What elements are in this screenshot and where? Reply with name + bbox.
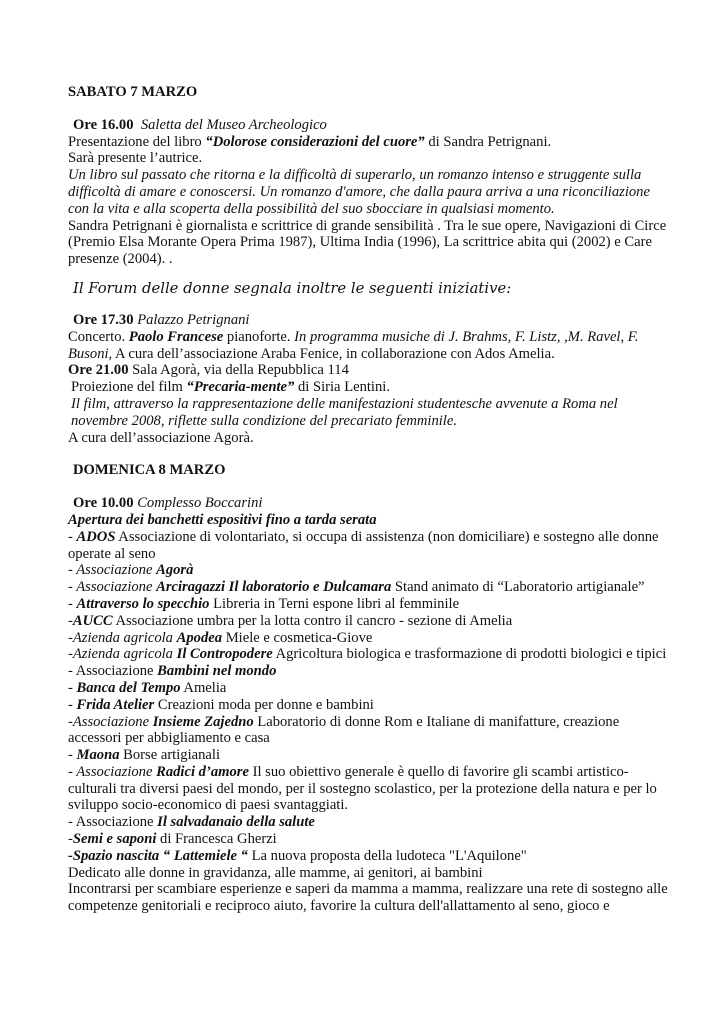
event-3-t1: Proiezione del film [71, 379, 187, 396]
list-item [68, 596, 668, 613]
item-desc: Libreria in Terni espone libri al femminile [209, 595, 460, 612]
list-item [68, 529, 668, 563]
event-2-place: Palazzo Petrignani [137, 311, 250, 328]
item-desc: Laboratorio di donne Rom e Italiane di manifatture, creazione accessori per abbigliamento e casa [68, 713, 620, 747]
item-desc: Associazione di volontariato, si occupa di assistenza (non domiciliare) e sostegno alle donne operate al seno [68, 528, 659, 562]
item-prefix: - [68, 528, 77, 545]
sunday-place: Complesso Boccarini [137, 495, 263, 512]
event-3-line1 [68, 379, 668, 396]
item-prefix: - Associazione [68, 579, 157, 596]
event-3-t2: di Siria Lentini. [294, 379, 390, 396]
item-prefix: - [68, 679, 77, 696]
item-name: Frida Atelier [76, 696, 155, 713]
item-name: Maona [76, 747, 120, 764]
event-1-book: “Dolorose considerazioni del cuore” [205, 133, 425, 150]
item-name: Bambini nel mondo [157, 663, 277, 680]
event-1-line1-b: di Sandra Petrignani. [424, 133, 552, 150]
event-2-artist: Paolo Francese [128, 328, 224, 345]
event-1-line1 [68, 134, 668, 151]
list-item [68, 579, 668, 596]
item-prefix: - [68, 595, 77, 612]
event-2-t2: pianoforte. [223, 328, 295, 345]
lattemiele-audience: Dedicato alle donne in gravidanza, alle mamme, ai genitori, ai bambini [68, 864, 483, 881]
list-item [68, 814, 668, 831]
event-1-line1-a: Presentazione del libro [68, 133, 206, 150]
lattemiele-description: Incontrarsi per scambiare esperienze e saperi da mamma a mamma, realizzare una rete di sostegno alle competenze genitoriali e reciproco aiuto, favorire la cultura dell'allattamento al seno, gioco e [68, 881, 668, 915]
forum-note: Il Forum delle donne segnala inoltre le seguenti iniziative: [73, 279, 512, 297]
item-desc: Miele e cosmetica-Giove [222, 629, 373, 646]
event-1-line2: Sarà presente l’autrice. [68, 150, 203, 167]
event-3-credit: A cura dell’associazione Agorà. [68, 429, 254, 446]
sunday-event-header [68, 495, 668, 512]
document-page [68, 84, 668, 915]
item-prefix: - [68, 696, 77, 713]
event-1-time: Ore 16.00 [73, 116, 134, 133]
item-name: Il salvadanaio della salute [157, 814, 315, 831]
item-name: Agorà [156, 562, 194, 579]
event-2-t1: Concerto. [68, 328, 129, 345]
item-name: Apodea [176, 629, 223, 646]
item-desc: Associazione umbra per la lotta contro il cancro - sezione di Amelia [112, 612, 513, 629]
event-2-credit: A cura dell’associazione Araba Fenice, in collaborazione con Ados Amelia. [112, 345, 555, 362]
item-name: Semi e saponi [72, 831, 157, 848]
item-desc: Creazioni moda per donne e bambini [154, 696, 374, 713]
item-name: Attraverso lo specchio [76, 595, 210, 612]
list-item [68, 831, 668, 848]
list-item [68, 848, 668, 865]
event-2-header [68, 312, 668, 329]
list-item [68, 714, 668, 748]
event-3-film: “Precaria-mente” [186, 379, 295, 396]
item-prefix: - Associazione [68, 562, 157, 579]
event-3-header [68, 362, 668, 379]
item-name: Insieme Zajedno [152, 713, 254, 730]
exhibitor-list [68, 529, 668, 865]
item-desc: Stand animato di “Laboratorio artigianale” [391, 579, 645, 596]
event-3-time: Ore 21.00 [68, 362, 129, 379]
sunday-opening: Apertura dei banchetti espositivi fino a tarda serata [68, 511, 377, 528]
list-item [68, 663, 668, 680]
item-name: Arciragazzi Il laboratorio e Dulcamara [156, 579, 392, 596]
list-item [68, 562, 668, 579]
list-item [68, 680, 668, 697]
item-name: Radici d’amore [156, 763, 249, 780]
item-prefix: - Associazione [68, 763, 157, 780]
list-item [68, 613, 668, 630]
list-item [68, 697, 668, 714]
item-name: -Spazio nascita “ Lattemiele “ [68, 847, 248, 864]
item-prefix: -Azienda agricola [68, 646, 177, 663]
item-desc: Il suo obiettivo generale è quello di favorire gli scambi artistico-culturali tra diversi paesi del mondo, per il sostegno scolastico, per la protezione della natura e per lo sviluppo socio-economico di paesi svantaggiati. [68, 763, 657, 814]
item-name: ADOS [76, 528, 116, 545]
event-3-place: Sala Agorà, via della Repubblica 114 [128, 362, 349, 379]
item-prefix: - Associazione [68, 814, 158, 831]
sunday-heading: DOMENICA 8 MARZO [73, 462, 226, 479]
event-1-place: Saletta del Museo Archeologico [140, 116, 327, 133]
sunday-time: Ore 10.00 [73, 495, 134, 512]
saturday-heading: SABATO 7 MARZO [68, 84, 198, 100]
item-prefix: - [68, 747, 77, 764]
item-prefix: - [68, 612, 73, 629]
item-prefix: - [68, 831, 73, 848]
event-1-header [68, 117, 668, 134]
list-item [68, 764, 668, 814]
item-desc: Borse artigianali [119, 747, 221, 764]
list-item [68, 747, 668, 764]
item-name: Il Contropodere [176, 646, 273, 663]
item-desc: Amelia [180, 679, 227, 696]
event-1-description: Un libro sul passato che ritorna e la difficoltà di superarlo, un romanzo intenso e struggente sulla difficoltà di amare e conoscersi. Un romanzo d'amore, che dalla paura arriva a una riconciliazione con la vita e alla scoperta della possibilità del suo sbocciare in qualsiasi momento. [68, 167, 650, 217]
item-desc: di Francesca Gherzi [156, 831, 277, 848]
item-name: AUCC [72, 612, 113, 629]
event-3-description: Il film, attraverso la rappresentazione delle manifestazioni studentesche avvenute a Roma nel novembre 2008, riflette sulla condizione del precariato femminile. [71, 395, 618, 429]
item-name: Banca del Tempo [76, 679, 181, 696]
item-desc: La nuova proposta della ludoteca "L'Aquilone" [247, 847, 527, 864]
list-item [68, 646, 668, 663]
item-prefix: -Associazione [68, 713, 153, 730]
item-desc: Agricoltura biologica e trasformazione di prodotti biologici e tipici [272, 646, 667, 663]
item-prefix: - Associazione [68, 663, 158, 680]
item-prefix: -Azienda agricola [68, 629, 177, 646]
event-1-bio: Sandra Petrignani è giornalista e scrittrice di grande sensibilità . Tra le sue opere, Navigazioni di Circe (Premio Elsa Morante Opera Prima 1987), Ultima India (1996), La scrittrice abita qui (2002) e Care presenze (2004). . [68, 217, 667, 268]
list-item [68, 630, 668, 647]
event-2-program: In programma musiche di J. Brahms, F. Listz, ,M. Ravel, F. Busoni, [68, 328, 639, 362]
event-2-time: Ore 17.30 [73, 311, 134, 328]
event-2-body [68, 329, 668, 363]
